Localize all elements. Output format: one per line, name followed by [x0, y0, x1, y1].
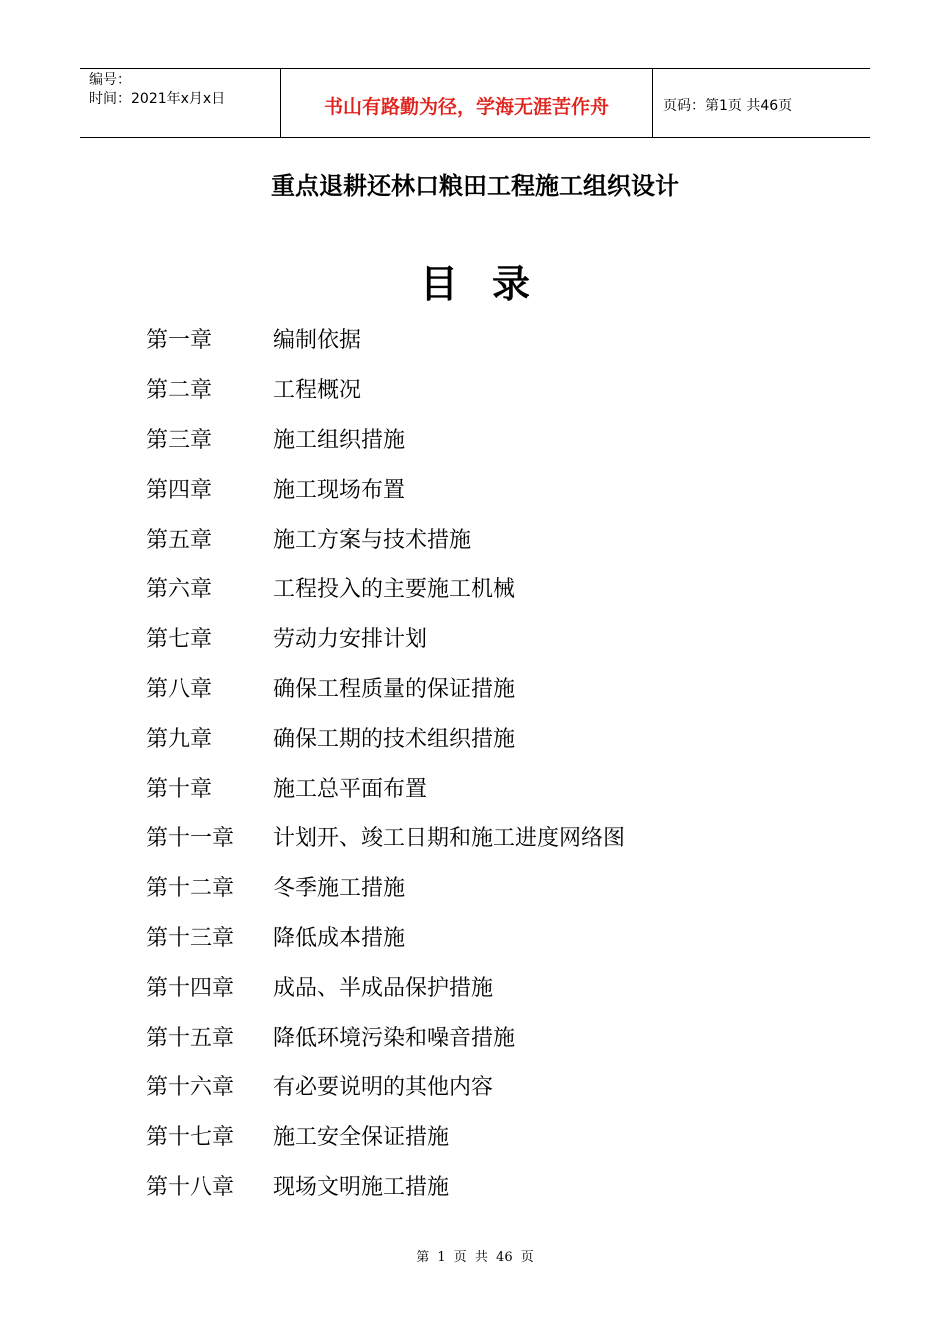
toc-chapter-title: 施工方案与技术措施: [273, 527, 472, 553]
toc-item[interactable]: [146, 1011, 625, 1061]
toc-chapter-title: 成品、半成品保护措施: [273, 975, 494, 1001]
toc-item[interactable]: [146, 862, 625, 912]
toc-chapter-number: 第十六章: [146, 1075, 235, 1101]
header-info-cell: [80, 69, 281, 137]
toc-chapter-number: 第七章: [146, 627, 213, 653]
toc-chapter-title: 施工组织措施: [273, 427, 406, 453]
toc-item[interactable]: [146, 912, 625, 962]
toc-item[interactable]: [146, 1111, 625, 1161]
toc-item[interactable]: [146, 364, 625, 414]
page-footer: 第 1 页 共 46 页: [416, 1250, 534, 1265]
toc-item[interactable]: [146, 712, 625, 762]
toc-chapter-title: 施工总平面布置: [273, 776, 428, 802]
toc-item[interactable]: [146, 762, 625, 812]
toc-chapter-title: 有必要说明的其他内容: [273, 1075, 494, 1101]
toc-chapter-number: 第八章: [146, 676, 213, 702]
toc-item[interactable]: [146, 812, 625, 862]
toc-item[interactable]: [146, 314, 625, 364]
toc-chapter-number: 第十七章: [146, 1125, 235, 1151]
toc-chapter-title: 劳动力安排计划: [273, 627, 428, 653]
date-label: 时间：2021年x月x日: [89, 91, 226, 107]
toc-chapter-number: 第三章: [146, 427, 213, 453]
header-page-info: 页码：第1页 共46页: [663, 98, 793, 114]
toc-chapter-number: 第十五章: [146, 1025, 235, 1051]
toc-chapter-title: 工程概况: [273, 378, 362, 404]
toc-chapter-number: 第十四章: [146, 975, 235, 1001]
header-motto: 书山有路勤为径，学海无涯苦作舟: [281, 69, 653, 137]
toc-chapter-number: 第六章: [146, 577, 213, 603]
toc-item[interactable]: [146, 513, 625, 563]
toc-chapter-title: 冬季施工措施: [273, 876, 406, 902]
document-header: [80, 68, 870, 138]
toc-item[interactable]: [146, 1061, 625, 1111]
toc-item[interactable]: [146, 463, 625, 513]
toc-item[interactable]: [146, 414, 625, 464]
toc-chapter-number: 第十八章: [146, 1174, 235, 1200]
toc-chapter-title: 确保工期的技术组织措施: [273, 726, 516, 752]
table-of-contents: [146, 314, 625, 1210]
toc-chapter-number: 第一章: [146, 328, 213, 354]
toc-chapter-title: 降低环境污染和噪音措施: [273, 1025, 516, 1051]
toc-chapter-title: 编制依据: [273, 328, 362, 354]
toc-chapter-title: 施工现场布置: [273, 477, 406, 503]
toc-item[interactable]: [146, 961, 625, 1011]
toc-item[interactable]: [146, 613, 625, 663]
toc-chapter-title: 降低成本措施: [273, 925, 406, 951]
document-title: 重点退耕还林口粮田工程施工组织设计: [271, 172, 679, 200]
toc-item[interactable]: [146, 1161, 625, 1211]
toc-item[interactable]: [146, 563, 625, 613]
toc-chapter-number: 第十三章: [146, 925, 235, 951]
toc-chapter-number: 第五章: [146, 527, 213, 553]
toc-chapter-title: 现场文明施工措施: [273, 1174, 450, 1200]
toc-chapter-title: 计划开、竣工日期和施工进度网络图: [273, 826, 626, 852]
toc-chapter-number: 第四章: [146, 477, 213, 503]
number-label: 编号：: [89, 72, 131, 88]
toc-chapter-number: 第十二章: [146, 876, 235, 902]
toc-chapter-title: 工程投入的主要施工机械: [273, 577, 516, 603]
toc-chapter-number: 第十章: [146, 776, 213, 802]
toc-item[interactable]: [146, 663, 625, 713]
toc-chapter-number: 第十一章: [146, 826, 235, 852]
toc-chapter-title: 施工安全保证措施: [273, 1125, 450, 1151]
toc-chapter-number: 第九章: [146, 726, 213, 752]
toc-chapter-title: 确保工程质量的保证措施: [273, 676, 516, 702]
toc-chapter-number: 第二章: [146, 378, 213, 404]
toc-heading: 目录: [419, 262, 564, 306]
